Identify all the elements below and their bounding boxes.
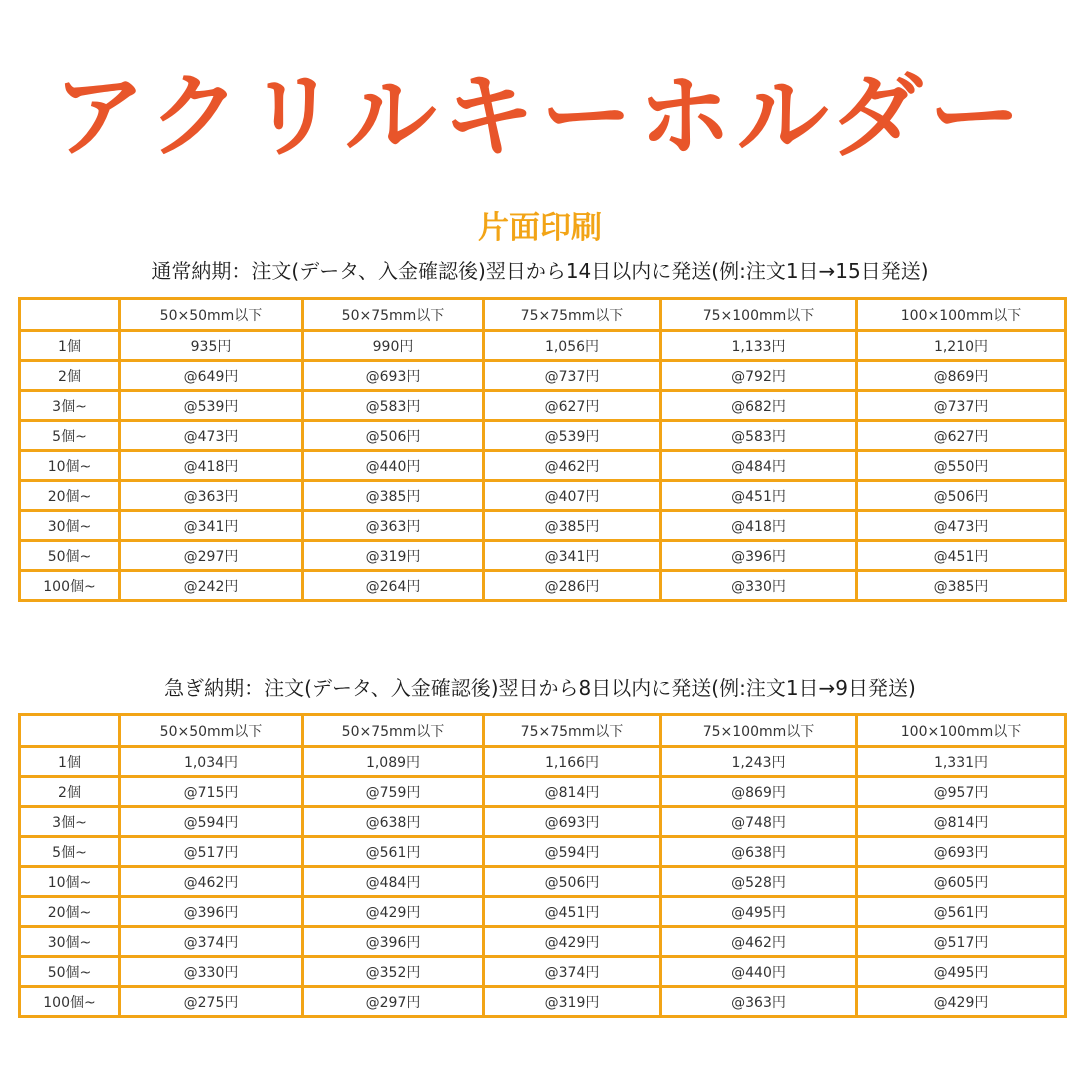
price-cell: @385円 [303,481,484,511]
table-row [20,837,1066,867]
price-cell: @418円 [120,451,303,481]
quantity-cell: 2個 [20,777,120,807]
size-header-cell: 100×100mm以下 [857,299,1066,331]
table-row [20,747,1066,777]
price-cell: @363円 [661,987,857,1017]
price-cell: @396円 [303,927,484,957]
quantity-cell: 2個 [20,361,120,391]
price-cell: @242円 [120,571,303,601]
quantity-cell: 50個~ [20,957,120,987]
size-header-cell: 75×100mm以下 [661,715,857,747]
price-cell: @561円 [303,837,484,867]
price-cell: @484円 [661,451,857,481]
price-cell: @594円 [484,837,661,867]
size-header-cell: 75×75mm以下 [484,715,661,747]
price-cell: @264円 [303,571,484,601]
price-cell: @682円 [661,391,857,421]
quantity-cell: 100個~ [20,571,120,601]
price-cell: @352円 [303,957,484,987]
normal-price-table [18,297,1067,602]
price-cell: 1,034円 [120,747,303,777]
price-cell: @484円 [303,867,484,897]
price-cell: @396円 [120,897,303,927]
price-cell: @440円 [661,957,857,987]
price-cell: 1,210円 [857,331,1066,361]
table-row [20,511,1066,541]
size-header-cell: 75×100mm以下 [661,299,857,331]
table-row [20,391,1066,421]
price-cell: @429円 [857,987,1066,1017]
price-cell: @451円 [484,897,661,927]
price-cell: @396円 [661,541,857,571]
price-cell: @539円 [484,421,661,451]
price-cell: @649円 [120,361,303,391]
quantity-cell: 30個~ [20,927,120,957]
price-cell: @341円 [484,541,661,571]
quantity-cell: 20個~ [20,897,120,927]
price-cell: @275円 [120,987,303,1017]
price-cell: @792円 [661,361,857,391]
price-cell: @550円 [857,451,1066,481]
price-cell: @627円 [857,421,1066,451]
size-header-cell: 75×75mm以下 [484,299,661,331]
quantity-cell: 50個~ [20,541,120,571]
table-header-row [20,715,1066,747]
price-cell: @363円 [303,511,484,541]
quantity-cell: 10個~ [20,867,120,897]
table-row [20,571,1066,601]
price-cell: @737円 [484,361,661,391]
table-row [20,541,1066,571]
size-header-cell: 100×100mm以下 [857,715,1066,747]
price-cell: @715円 [120,777,303,807]
price-cell: @374円 [120,927,303,957]
quantity-cell: 1個 [20,331,120,361]
price-cell: 990円 [303,331,484,361]
price-cell: @429円 [303,897,484,927]
page-title: アクリルキーホルダー [53,63,1027,170]
price-cell: @451円 [661,481,857,511]
quantity-cell: 3個~ [20,391,120,421]
page-subtitle: 片面印刷 [478,210,602,246]
price-cell: @319円 [484,987,661,1017]
price-cell: @517円 [857,927,1066,957]
price-cell: @385円 [484,511,661,541]
size-header-cell: 50×75mm以下 [303,715,484,747]
price-cell: @957円 [857,777,1066,807]
price-cell: @748円 [661,807,857,837]
price-cell: @693円 [303,361,484,391]
price-cell: @330円 [661,571,857,601]
price-cell: 1,331円 [857,747,1066,777]
price-cell: @385円 [857,571,1066,601]
table-row [20,897,1066,927]
size-header-cell: 50×50mm以下 [120,715,303,747]
price-cell: @506円 [303,421,484,451]
price-cell: @462円 [661,927,857,957]
price-cell: @583円 [661,421,857,451]
table-row [20,361,1066,391]
table-row [20,777,1066,807]
table-row [20,481,1066,511]
price-cell: 1,133円 [661,331,857,361]
price-cell: 1,056円 [484,331,661,361]
price-cell: @462円 [484,451,661,481]
quantity-cell: 3個~ [20,807,120,837]
table-header-row [20,299,1066,331]
table-row [20,987,1066,1017]
price-cell: @473円 [857,511,1066,541]
price-cell: @462円 [120,867,303,897]
price-cell: @297円 [303,987,484,1017]
price-cell: @297円 [120,541,303,571]
price-cell: @286円 [484,571,661,601]
price-cell: @407円 [484,481,661,511]
size-header-cell: 50×50mm以下 [120,299,303,331]
quantity-cell: 10個~ [20,451,120,481]
table-row [20,807,1066,837]
price-cell: @814円 [484,777,661,807]
price-cell: @814円 [857,807,1066,837]
quantity-cell: 30個~ [20,511,120,541]
price-cell: @594円 [120,807,303,837]
express-price-table [18,713,1067,1018]
header-corner-cell [20,299,120,331]
table-row [20,957,1066,987]
table-row [20,451,1066,481]
price-cell: @451円 [857,541,1066,571]
price-cell: @506円 [484,867,661,897]
quantity-cell: 5個~ [20,421,120,451]
price-cell: @506円 [857,481,1066,511]
price-cell: @869円 [857,361,1066,391]
price-cell: @363円 [120,481,303,511]
express-delivery-caption: 急ぎ納期：注文(データ、入金確認後)翌日から8日以内に発送(例:注文1日→9日発送) [164,676,916,700]
price-cell: @583円 [303,391,484,421]
table-row [20,867,1066,897]
table-row [20,421,1066,451]
price-cell: 1,166円 [484,747,661,777]
price-cell: @517円 [120,837,303,867]
price-cell: @693円 [857,837,1066,867]
price-cell: @528円 [661,867,857,897]
price-cell: @418円 [661,511,857,541]
size-header-cell: 50×75mm以下 [303,299,484,331]
price-cell: @638円 [661,837,857,867]
price-cell: 1,089円 [303,747,484,777]
table-row [20,927,1066,957]
quantity-cell: 20個~ [20,481,120,511]
price-cell: @495円 [661,897,857,927]
price-cell: @374円 [484,957,661,987]
price-cell: @429円 [484,927,661,957]
quantity-cell: 5個~ [20,837,120,867]
price-cell: @638円 [303,807,484,837]
price-cell: @759円 [303,777,484,807]
header-corner-cell [20,715,120,747]
price-cell: 935円 [120,331,303,361]
price-cell: 1,243円 [661,747,857,777]
price-cell: @605円 [857,867,1066,897]
price-cell: @693円 [484,807,661,837]
table-row [20,331,1066,361]
price-cell: @495円 [857,957,1066,987]
price-cell: @561円 [857,897,1066,927]
price-cell: @330円 [120,957,303,987]
quantity-cell: 1個 [20,747,120,777]
price-cell: @737円 [857,391,1066,421]
quantity-cell: 100個~ [20,987,120,1017]
price-cell: @440円 [303,451,484,481]
price-cell: @539円 [120,391,303,421]
price-cell: @869円 [661,777,857,807]
price-cell: @341円 [120,511,303,541]
price-cell: @319円 [303,541,484,571]
normal-delivery-caption: 通常納期：注文(データ、入金確認後)翌日から14日以内に発送(例:注文1日→15日発送) [151,259,929,283]
price-cell: @627円 [484,391,661,421]
price-cell: @473円 [120,421,303,451]
